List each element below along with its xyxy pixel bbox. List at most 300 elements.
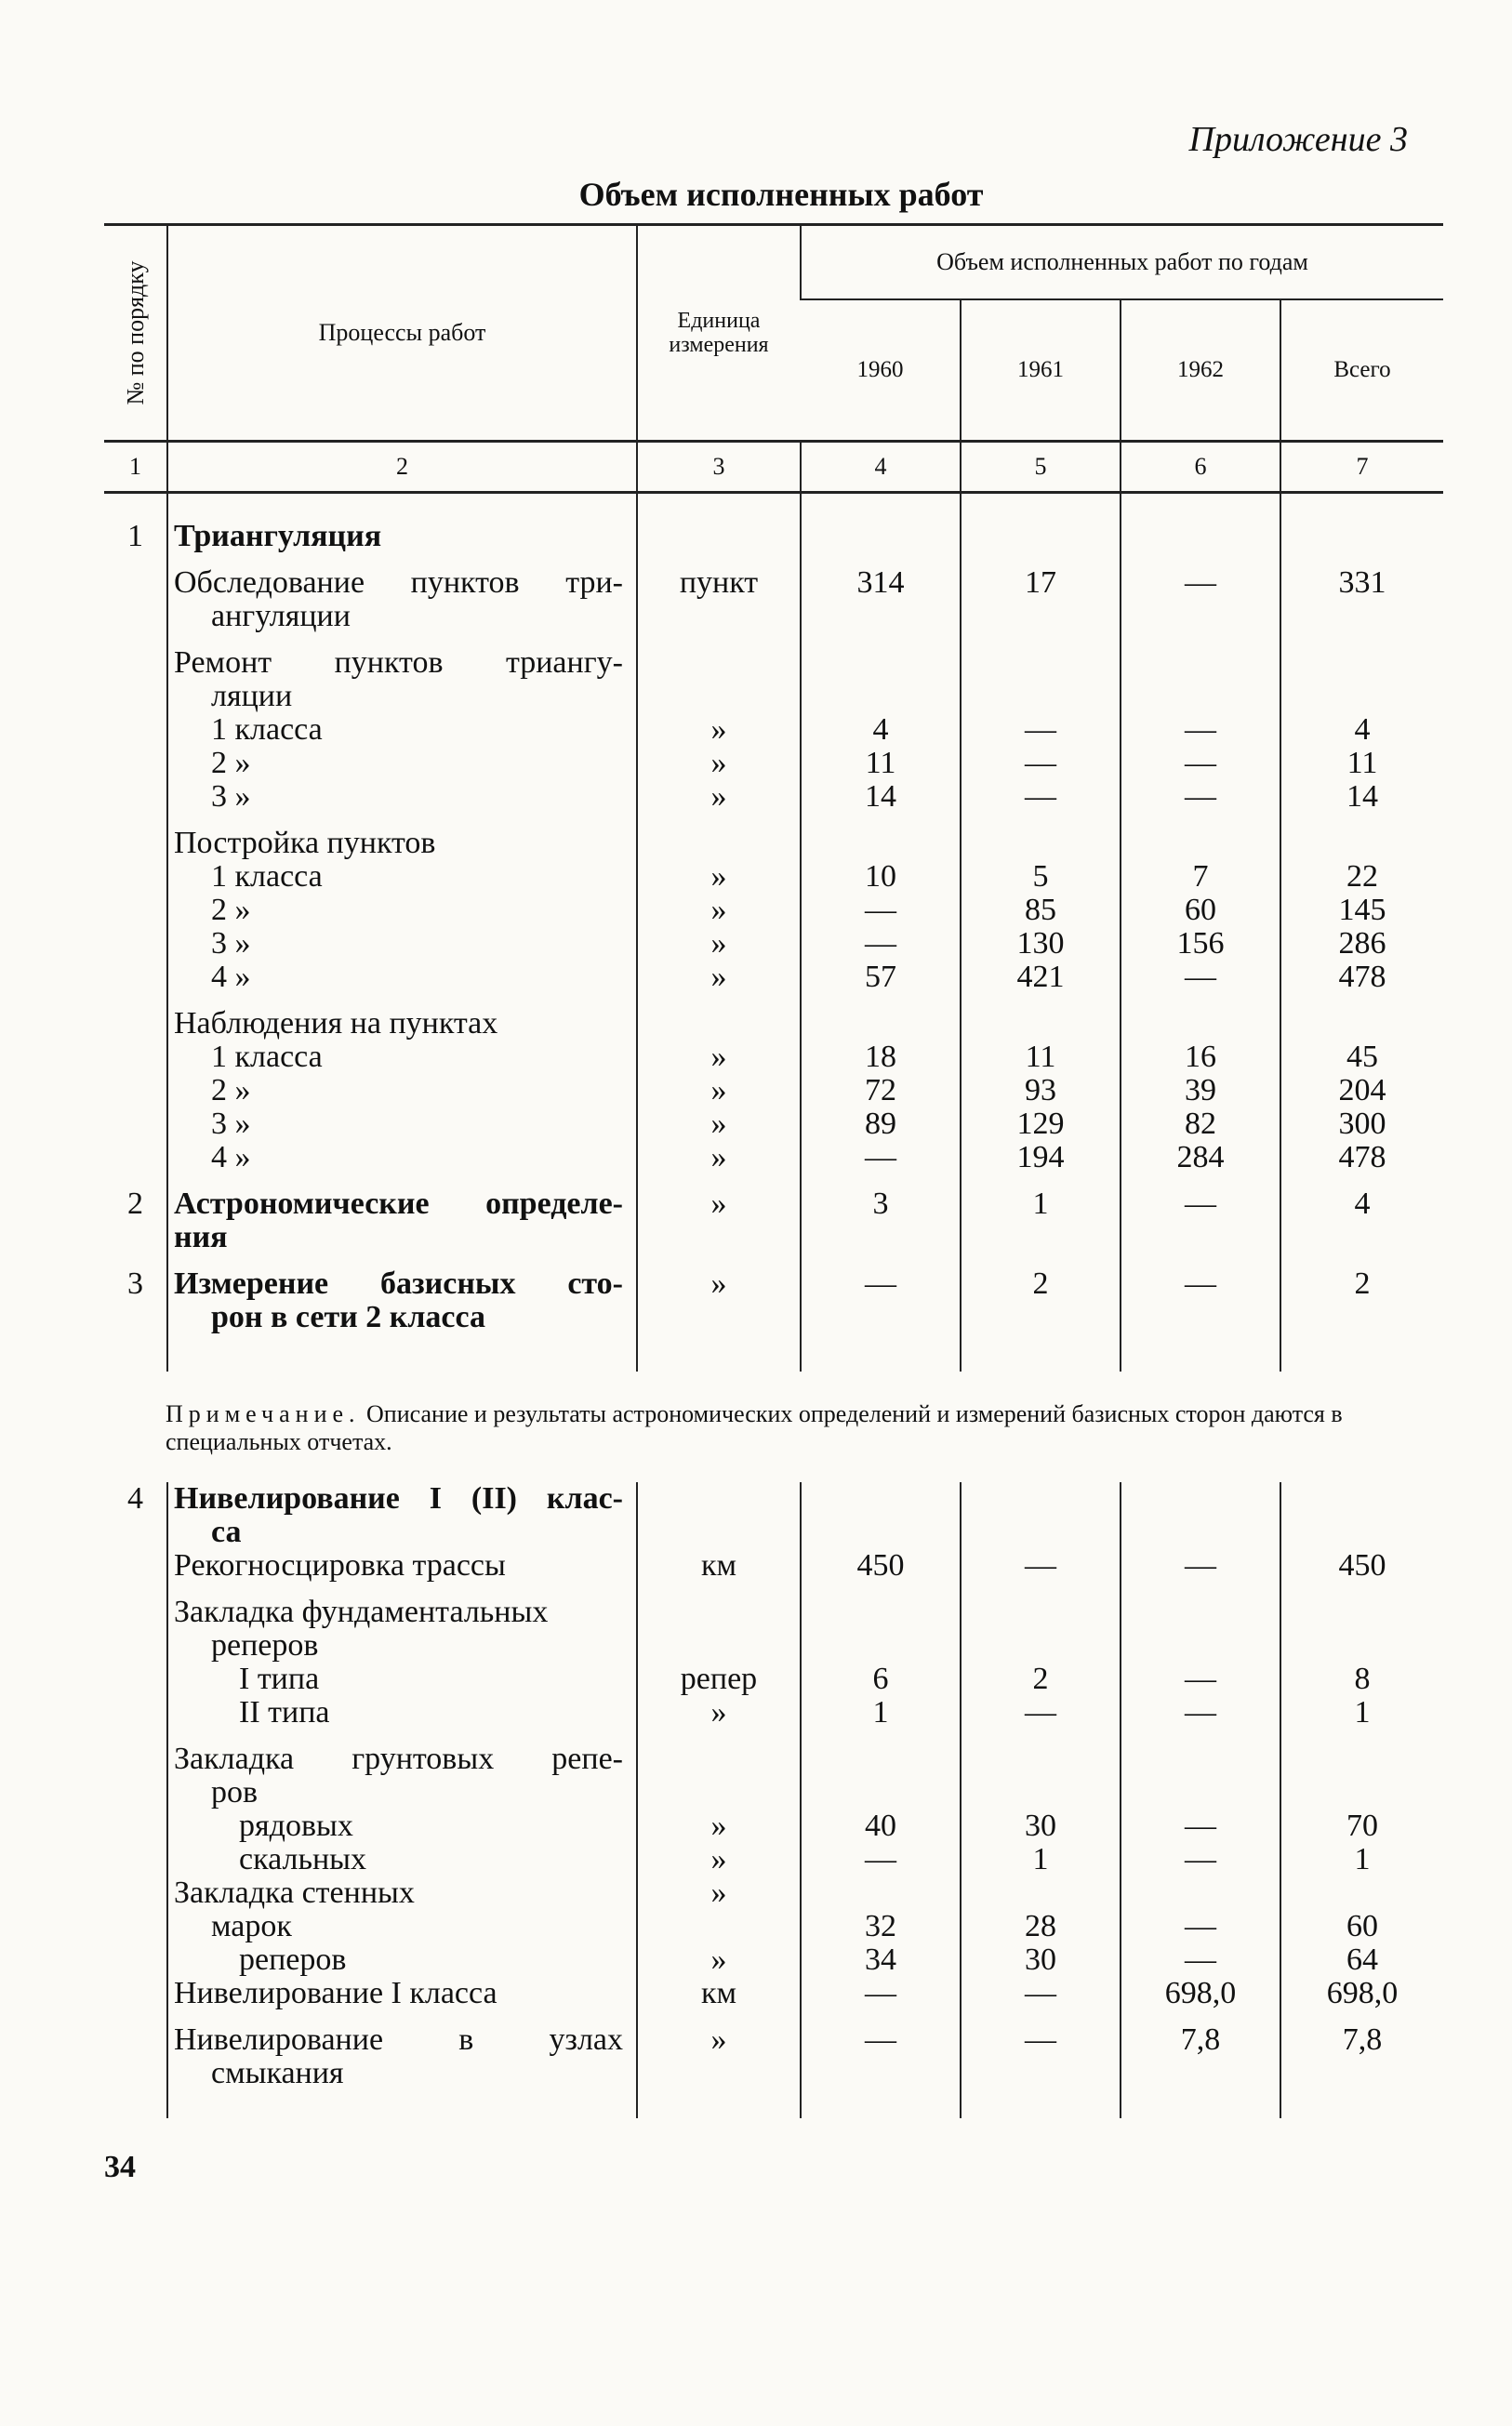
value-total: 4 — [1280, 713, 1443, 747]
table-row — [104, 1549, 1443, 1583]
table-row — [104, 520, 1443, 553]
value-total: 204 — [1280, 1074, 1443, 1107]
value-1962: — — [1121, 1174, 1280, 1254]
value-1961 — [961, 1583, 1121, 1663]
value-1962: 82 — [1121, 1107, 1280, 1141]
value-1961: — — [961, 1696, 1121, 1730]
value-total: 11 — [1280, 747, 1443, 780]
process-name — [167, 1810, 637, 1843]
table-row — [104, 1730, 1443, 1810]
appendix-label: Приложение 3 — [1188, 120, 1408, 159]
row-number — [104, 1663, 167, 1696]
value-total: 22 — [1280, 860, 1443, 894]
row-number: 1 — [127, 519, 143, 553]
process-name — [167, 1843, 637, 1876]
process-line: Ремонт пунктов триангу- — [174, 645, 623, 680]
value-1962: 7,8 — [1121, 2010, 1280, 2090]
value-total: 1 — [1280, 1696, 1443, 1730]
table-row — [104, 961, 1443, 994]
value-1961: 2 — [961, 1254, 1121, 1334]
process-name — [167, 553, 637, 633]
value-1961: — — [961, 780, 1121, 814]
value-1961: 30 — [961, 1810, 1121, 1843]
column-number: 5 — [961, 442, 1121, 493]
process-name — [167, 713, 637, 747]
value-1960: 34 — [801, 1943, 961, 1977]
value-1962: 60 — [1121, 894, 1280, 927]
row-number — [104, 1876, 167, 1910]
process-line: Обследование пунктов три- — [174, 565, 623, 600]
process-name — [167, 633, 637, 713]
process-line: 3 » — [211, 779, 251, 814]
value-total: 2 — [1280, 1254, 1443, 1334]
value-1962: 156 — [1121, 927, 1280, 961]
row-number: 2 — [127, 1186, 143, 1221]
value-1960: 1 — [801, 1696, 961, 1730]
process-line: рядовых — [239, 1809, 353, 1843]
table-row — [104, 780, 1443, 814]
process-name — [167, 860, 637, 894]
process-name — [167, 1482, 637, 1549]
value-total: 331 — [1280, 553, 1443, 633]
process-line: Наблюдения на пунктах — [174, 1006, 498, 1041]
process-line: 1 класса — [211, 712, 323, 747]
process-line: Измерение базисных сто- — [174, 1266, 623, 1301]
unit-cell: » — [637, 927, 801, 961]
table-row — [104, 1696, 1443, 1730]
column-number: 6 — [1121, 442, 1280, 493]
row-number — [104, 1977, 167, 2010]
process-line: Рекогносцировка трассы — [174, 1548, 506, 1583]
value-1962: — — [1121, 747, 1280, 780]
value-1960 — [801, 1583, 961, 1663]
row-number — [104, 747, 167, 780]
value-1962: — — [1121, 1663, 1280, 1696]
value-1960: 14 — [801, 780, 961, 814]
value-1960: — — [801, 2010, 961, 2090]
process-line: рон в сети 2 класса — [211, 1300, 486, 1334]
process-name — [167, 1663, 637, 1696]
value-1962 — [1121, 814, 1280, 860]
table-row — [104, 713, 1443, 747]
process-name — [167, 994, 637, 1041]
unit-cell: » — [637, 860, 801, 894]
process-line: скальных — [239, 1842, 366, 1876]
value-total: 45 — [1280, 1041, 1443, 1074]
process-line: 4 » — [211, 960, 251, 994]
unit-cell — [637, 1910, 801, 1943]
row-number — [104, 713, 167, 747]
unit-cell — [637, 633, 801, 713]
value-total — [1280, 1730, 1443, 1810]
value-total — [1280, 1482, 1443, 1549]
value-1962: 284 — [1121, 1141, 1280, 1174]
process-line: 3 » — [211, 1107, 251, 1141]
row-number — [104, 553, 167, 633]
value-1962: — — [1121, 780, 1280, 814]
value-1961: — — [961, 747, 1121, 780]
value-1960: 6 — [801, 1663, 961, 1696]
value-1961: 11 — [961, 1041, 1121, 1074]
unit-cell: » — [637, 1041, 801, 1074]
row-number — [104, 860, 167, 894]
value-total: 698,0 — [1280, 1977, 1443, 2010]
page-number: 34 — [104, 2150, 136, 2184]
process-name — [167, 1910, 637, 1943]
table-row — [104, 1977, 1443, 2010]
process-line: Нивелирование в узлах — [174, 2022, 623, 2057]
unit-cell: » — [637, 1141, 801, 1174]
value-total: 14 — [1280, 780, 1443, 814]
process-name — [167, 520, 637, 553]
value-1961: 5 — [961, 860, 1121, 894]
row-number — [104, 994, 167, 1041]
unit-cell — [637, 814, 801, 860]
process-line: 2 » — [211, 1073, 251, 1107]
header-total: Всего — [1280, 299, 1443, 442]
process-line: ров — [211, 1775, 259, 1810]
value-1961: 28 — [961, 1910, 1121, 1943]
value-1960: 32 — [801, 1910, 961, 1943]
process-name — [167, 927, 637, 961]
value-1961: 85 — [961, 894, 1121, 927]
row-number — [104, 1074, 167, 1107]
value-1961: 194 — [961, 1141, 1121, 1174]
process-line: II типа — [239, 1695, 330, 1730]
row-number — [104, 1696, 167, 1730]
table-row — [104, 633, 1443, 713]
value-total: 64 — [1280, 1943, 1443, 1977]
value-1962: — — [1121, 961, 1280, 994]
header-row-number: № по порядку — [121, 260, 149, 405]
process-name — [167, 1696, 637, 1730]
value-1960: — — [801, 894, 961, 927]
unit-cell: км — [637, 1549, 801, 1583]
value-1961: — — [961, 1549, 1121, 1583]
row-number — [104, 961, 167, 994]
process-line: смыкания — [211, 2056, 344, 2090]
value-1961: 130 — [961, 927, 1121, 961]
column-number: 2 — [167, 442, 637, 493]
row-number — [104, 633, 167, 713]
process-line: 3 » — [211, 926, 251, 961]
row-number — [104, 1549, 167, 1583]
value-1960: — — [801, 1977, 961, 2010]
unit-cell — [637, 1482, 801, 1549]
header-year-1960: 1960 — [801, 299, 961, 442]
value-1960: 40 — [801, 1810, 961, 1843]
unit-cell: » — [637, 713, 801, 747]
process-name — [167, 1876, 637, 1910]
column-number: 3 — [637, 442, 801, 493]
value-1962 — [1121, 1482, 1280, 1549]
value-1960: 18 — [801, 1041, 961, 1074]
unit-cell: » — [637, 780, 801, 814]
unit-cell: » — [637, 961, 801, 994]
value-total: 8 — [1280, 1663, 1443, 1696]
value-1962: — — [1121, 1696, 1280, 1730]
value-total — [1280, 1876, 1443, 1910]
table-row — [104, 1910, 1443, 1943]
row-number — [104, 814, 167, 860]
process-line: Нивелирование I класса — [174, 1976, 497, 2010]
row-number: 4 — [127, 1481, 143, 1516]
header-unit: Единица измерения — [637, 225, 801, 442]
value-1960: — — [801, 1843, 961, 1876]
row-number — [104, 1041, 167, 1074]
value-1962 — [1121, 520, 1280, 553]
value-1960: 72 — [801, 1074, 961, 1107]
table-row — [104, 1254, 1443, 1334]
value-1960: 450 — [801, 1549, 961, 1583]
process-line: Закладка грунтовых репе- — [174, 1742, 623, 1776]
process-name — [167, 894, 637, 927]
unit-cell: » — [637, 1174, 801, 1254]
process-line: 1 класса — [211, 859, 323, 894]
process-name — [167, 1107, 637, 1141]
process-name — [167, 1141, 637, 1174]
process-name — [167, 1730, 637, 1810]
unit-cell: » — [637, 1696, 801, 1730]
value-1961: 30 — [961, 1943, 1121, 1977]
unit-cell — [637, 1583, 801, 1663]
value-total — [1280, 520, 1443, 553]
row-number — [104, 1910, 167, 1943]
unit-cell: репер — [637, 1663, 801, 1696]
table-row — [104, 1107, 1443, 1141]
document-title: Объем исполненных работ — [578, 176, 984, 213]
unit-cell: пункт — [637, 553, 801, 633]
value-1962: — — [1121, 713, 1280, 747]
process-line: 2 » — [211, 893, 251, 927]
value-total: 4 — [1280, 1174, 1443, 1254]
row-number — [104, 894, 167, 927]
value-1960 — [801, 994, 961, 1041]
process-name — [167, 1583, 637, 1663]
value-1962: — — [1121, 1810, 1280, 1843]
table-row — [104, 1174, 1443, 1254]
value-1961: 1 — [961, 1843, 1121, 1876]
value-1961 — [961, 633, 1121, 713]
row-number — [104, 2010, 167, 2090]
column-number: 1 — [104, 442, 167, 493]
process-name — [167, 747, 637, 780]
value-total — [1280, 633, 1443, 713]
process-name — [167, 780, 637, 814]
value-1961: 129 — [961, 1107, 1121, 1141]
table-row — [104, 1843, 1443, 1876]
value-1960 — [801, 1876, 961, 1910]
value-1960: — — [801, 927, 961, 961]
value-1962: — — [1121, 1843, 1280, 1876]
table-row — [104, 1663, 1443, 1696]
row-number — [104, 1141, 167, 1174]
value-1960: 3 — [801, 1174, 961, 1254]
value-total: 478 — [1280, 1141, 1443, 1174]
process-name — [167, 961, 637, 994]
value-total: 286 — [1280, 927, 1443, 961]
value-1961: — — [961, 713, 1121, 747]
process-line: ангуляции — [211, 599, 351, 633]
work-volume-table-continued — [104, 1482, 1443, 2118]
process-line: Постройка пунктов — [174, 826, 436, 860]
value-total: 1 — [1280, 1843, 1443, 1876]
value-1961 — [961, 1482, 1121, 1549]
value-1960 — [801, 814, 961, 860]
value-1961: 2 — [961, 1663, 1121, 1696]
value-1960 — [801, 633, 961, 713]
value-1961 — [961, 814, 1121, 860]
value-1961 — [961, 994, 1121, 1041]
process-line: 1 класса — [211, 1040, 323, 1074]
value-1961: 1 — [961, 1174, 1121, 1254]
unit-cell: » — [637, 2010, 801, 2090]
value-1960: 314 — [801, 553, 961, 633]
row-number — [104, 1810, 167, 1843]
table-body-part-2 — [104, 1482, 1443, 2118]
process-line: ляции — [211, 679, 293, 713]
value-1960: 11 — [801, 747, 961, 780]
header-year-1962: 1962 — [1121, 299, 1280, 442]
header-process: Процессы работ — [167, 225, 637, 442]
process-name — [167, 1174, 637, 1254]
value-1961: 17 — [961, 553, 1121, 633]
unit-cell: » — [637, 894, 801, 927]
unit-cell: » — [637, 1074, 801, 1107]
unit-cell: » — [637, 1876, 801, 1910]
value-1962 — [1121, 1730, 1280, 1810]
table-row — [104, 1482, 1443, 1549]
row-number — [104, 780, 167, 814]
value-1962 — [1121, 1583, 1280, 1663]
value-1962: — — [1121, 1943, 1280, 1977]
work-volume-table — [104, 223, 1443, 1372]
unit-cell: » — [637, 1810, 801, 1843]
value-1960 — [801, 1730, 961, 1810]
value-1960: 57 — [801, 961, 961, 994]
unit-cell — [637, 994, 801, 1041]
value-1962 — [1121, 1876, 1280, 1910]
value-1962: — — [1121, 553, 1280, 633]
value-1961 — [961, 1876, 1121, 1910]
value-1960: 10 — [801, 860, 961, 894]
note-label: Примечание. — [166, 1400, 361, 1427]
value-1960: — — [801, 1254, 961, 1334]
value-total: 450 — [1280, 1549, 1443, 1583]
process-line: ния — [174, 1220, 228, 1254]
value-1962: — — [1121, 1910, 1280, 1943]
unit-cell: » — [637, 747, 801, 780]
row-number — [104, 1107, 167, 1141]
row-number — [104, 1583, 167, 1663]
row-number: 3 — [127, 1266, 143, 1301]
process-name — [167, 1074, 637, 1107]
process-line: марок — [211, 1909, 292, 1943]
table-note — [166, 1400, 1439, 1456]
row-number — [104, 1730, 167, 1810]
process-name — [167, 1041, 637, 1074]
process-name — [167, 814, 637, 860]
value-1962: — — [1121, 1549, 1280, 1583]
value-1961: 93 — [961, 1074, 1121, 1107]
process-line: Астрономические определе- — [174, 1186, 623, 1221]
value-1960: 89 — [801, 1107, 961, 1141]
unit-cell: » — [637, 1254, 801, 1334]
table-row — [104, 1943, 1443, 1977]
value-1962 — [1121, 994, 1280, 1041]
process-line: Триангуляция — [174, 519, 382, 553]
value-total: 7,8 — [1280, 2010, 1443, 2090]
value-1962: 16 — [1121, 1041, 1280, 1074]
value-total: 60 — [1280, 1910, 1443, 1943]
header-year-1961: 1961 — [961, 299, 1121, 442]
value-total — [1280, 1583, 1443, 1663]
header-volume-by-years: Объем исполненных работ по годам — [801, 225, 1443, 300]
process-line: 2 » — [211, 746, 251, 780]
process-line: 4 » — [211, 1140, 251, 1174]
process-line: са — [211, 1515, 242, 1549]
row-number — [104, 1843, 167, 1876]
process-line: Нивелирование I (II) клас- — [174, 1481, 623, 1516]
value-total: 145 — [1280, 894, 1443, 927]
value-1961 — [961, 520, 1121, 553]
unit-cell — [637, 520, 801, 553]
table-row — [104, 1583, 1443, 1663]
value-1961 — [961, 1730, 1121, 1810]
table-body-part-1 — [104, 493, 1443, 1372]
value-1960: 4 — [801, 713, 961, 747]
process-name — [167, 1943, 637, 1977]
value-1960 — [801, 520, 961, 553]
value-total — [1280, 994, 1443, 1041]
process-line: реперов — [211, 1628, 319, 1663]
table-row — [104, 927, 1443, 961]
value-1962: 39 — [1121, 1074, 1280, 1107]
value-1961: — — [961, 2010, 1121, 2090]
value-1962: — — [1121, 1254, 1280, 1334]
unit-cell: » — [637, 1943, 801, 1977]
unit-cell: » — [637, 1843, 801, 1876]
column-number: 4 — [801, 442, 961, 493]
value-1962: 698,0 — [1121, 1977, 1280, 2010]
value-1960 — [801, 1482, 961, 1549]
table-row — [104, 994, 1443, 1041]
note-text: Описание и результаты астрономических определений и измерений базисных сторон даются в специальных отчетах. — [166, 1400, 1343, 1455]
value-1960: — — [801, 1141, 961, 1174]
unit-cell: » — [637, 1107, 801, 1141]
value-1962: 7 — [1121, 860, 1280, 894]
process-name — [167, 2010, 637, 2090]
unit-cell — [637, 1730, 801, 1810]
table-row — [104, 1141, 1443, 1174]
process-line: Закладка стенных — [174, 1876, 415, 1910]
table-row — [104, 747, 1443, 780]
table-row — [104, 553, 1443, 633]
table-row — [104, 860, 1443, 894]
process-line: Закладка фундаментальных — [174, 1595, 549, 1629]
table-row — [104, 814, 1443, 860]
table-row — [104, 1810, 1443, 1843]
value-total: 70 — [1280, 1810, 1443, 1843]
column-number: 7 — [1280, 442, 1443, 493]
value-total: 300 — [1280, 1107, 1443, 1141]
value-total: 478 — [1280, 961, 1443, 994]
table-row — [104, 2010, 1443, 2090]
process-line: I типа — [239, 1662, 320, 1696]
value-1961: 421 — [961, 961, 1121, 994]
value-1962 — [1121, 633, 1280, 713]
row-number — [104, 1943, 167, 1977]
